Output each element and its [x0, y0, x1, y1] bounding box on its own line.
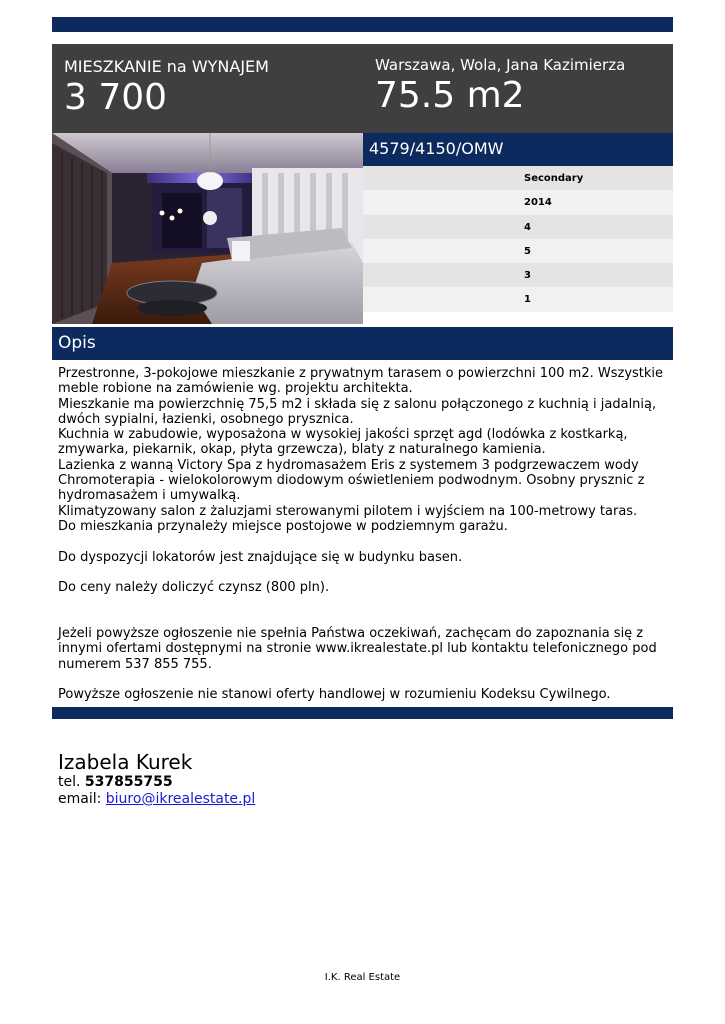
- agent-phone: 537855755: [84, 774, 173, 790]
- param-row: [363, 239, 673, 263]
- living-room-image: [52, 133, 363, 324]
- description-paragraph: Jeżeli powyższe ogłoszenie nie spełnia Państwa oczekiwań, zachęcam do zapoznania się z innymi ofertami dostępnymi na stronie www.ikrealestate.pl lub kontaktu telefonicznego pod numerem 537 855 755.: [58, 626, 657, 672]
- property-params-table: [363, 166, 673, 312]
- listing-area: 75.5 m2: [375, 75, 525, 116]
- agent-name: Izabela Kurek: [58, 750, 193, 774]
- param-row: [363, 215, 673, 239]
- listing-type: MIESZKANIE na WYNAJEM: [64, 57, 269, 76]
- param-value: 3: [524, 270, 531, 282]
- reference-number: 4579/4150/OMW: [363, 133, 673, 166]
- description-paragraph: Do mieszkania przynależy miejsce postojowe w podziemnym garażu.: [58, 518, 508, 534]
- param-row: [363, 287, 673, 311]
- description-paragraph: Klimatyzowany salon z żaluzjami sterowanymi pilotem i wyjściem na 100-metrowy taras.: [58, 503, 638, 519]
- spacer: [58, 565, 670, 580]
- listing-price: 3 700: [64, 77, 168, 118]
- description-paragraph: Do ceny należy doliczyć czynsz (800 pln).: [58, 580, 330, 596]
- param-row: [363, 190, 673, 214]
- footer-company: I.K. Real Estate: [324, 972, 401, 983]
- top-accent-bar: [52, 17, 673, 32]
- spacer: [58, 595, 670, 610]
- agent-email-line: [58, 791, 255, 808]
- email-label: email:: [58, 791, 102, 807]
- agent-phone-line: [58, 774, 255, 791]
- description-paragraph: Przestronne, 3-pokojowe mieszkanie z prywatnym tarasem o powierzchni 100 m2. Wszystkie meble robione na zamówienie wg. projektu architekta.: [58, 366, 664, 397]
- description-paragraph: Mieszkanie ma powierzchnię 75,5 m2 i składa się z salonu połączonego z kuchnią i jadalnią, dwóch sypialni, łazienki, osobnego prysznica.: [58, 396, 657, 427]
- param-value: 5: [524, 245, 531, 257]
- param-value: 2014: [524, 197, 552, 209]
- phone-label: tel.: [58, 774, 81, 790]
- spacer: [58, 534, 670, 549]
- param-value: Secondary: [524, 173, 584, 184]
- description-body: [58, 366, 670, 703]
- agent-email-link[interactable]: biuro@ikrealestate.pl: [105, 791, 256, 807]
- description-paragraph: Do dyspozycji lokatorów jest znajdujące się w budynku basen.: [58, 549, 463, 565]
- spacer: [58, 611, 670, 626]
- listing-location: Warszawa, Wola, Jana Kazimierza: [375, 56, 626, 74]
- property-photo: [52, 133, 363, 324]
- param-row: [363, 166, 673, 190]
- param-value: 1: [524, 294, 531, 306]
- spacer: [58, 672, 670, 687]
- param-row: [363, 263, 673, 287]
- description-paragraph: Powyższe ogłoszenie nie stanowi oferty handlowej w rozumieniu Kodeksu Cywilnego.: [58, 687, 611, 703]
- agent-contact: [58, 750, 255, 808]
- description-paragraph: Kuchnia w zabudowie, wyposażona w wysokiej jakości sprzęt agd (lodówka z kostkarką, zmywarka, piekarnik, okap, płyta grzewcza), blaty z naturalnego kamienia.: [58, 427, 628, 458]
- param-value: 4: [524, 221, 531, 233]
- description-heading: Opis: [52, 327, 673, 360]
- description-paragraph: Lazienka z wanną Victory Spa z hydromasażem Eris z systemem 3 podgrzewaczem wody Chromoterapia - wielokolorowym diodowym oświetleniem podwodnym. Osobny prysznic z hydromasażem i umywalką.: [58, 457, 645, 504]
- bottom-accent-bar: [52, 707, 673, 719]
- listing-header: [52, 44, 673, 133]
